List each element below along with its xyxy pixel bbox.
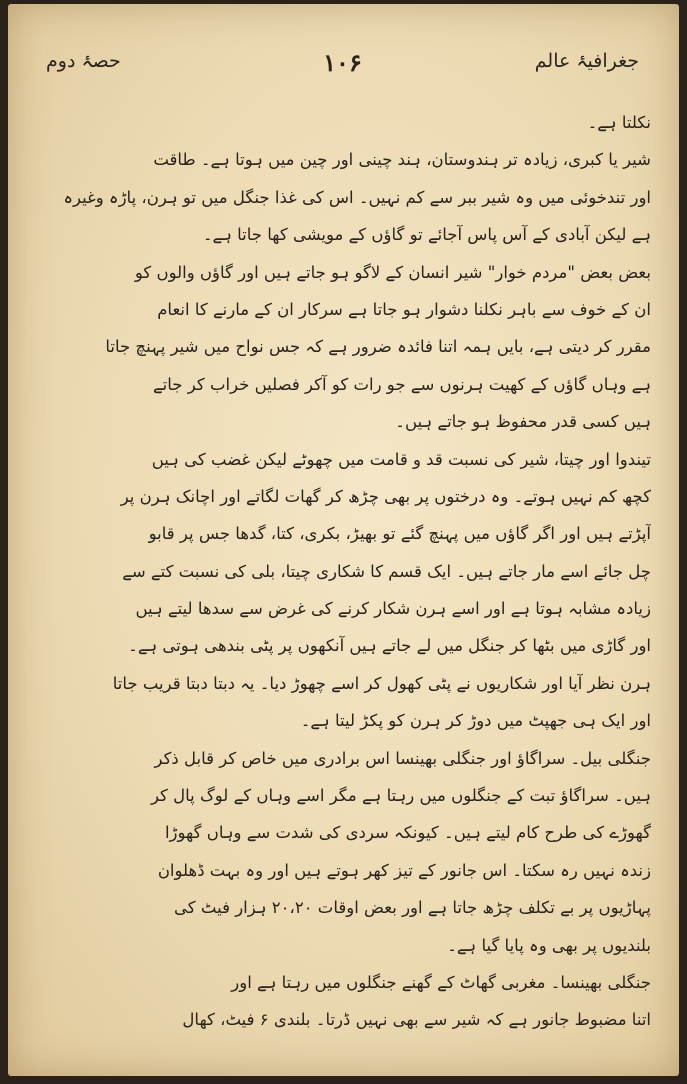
text-line: ہے وہاں گاؤں کے کھیت ہرنوں سے جو رات کو آکر فصلیں خراب کر جاتے — [153, 374, 651, 394]
text-line: مقرر کر دیتی ہے، بایں ہمہ اتنا فائدہ ضرور ہے کہ جس نواح میں شیر پہنچ جاتا — [105, 337, 651, 357]
text-line: جنگلی بیل۔ سراگاؤ اور جنگلی بھینسا اس برادری میں خاص کر قابل ذکر — [154, 748, 651, 768]
text-line: کچھ کم نہیں ہوتے۔ وہ درختوں پر بھی چڑھ کر گھات لگاتے اور اچانک ہرن پر — [120, 486, 651, 506]
text-line: گھوڑے کی طرح کام لیتے ہیں۔ کیونکہ سردی کی شدت سے وہاں گھوڑا — [164, 823, 651, 843]
text-line: ان کے خوف سے باہر نکلنا دشوار ہو جاتا ہے سرکار ان کے مارنے کا انعام — [157, 299, 651, 319]
text-line: آپڑتے ہیں اور اگر گاؤں میں پہنچ گئے تو بھیڑ، بکری، کتا، گدھا جس پر قابو — [148, 524, 651, 544]
text-line: زندہ نہیں رہ سکتا۔ اس جانور کے تیز کھر ہوتے ہیں اور وہ بہت ڈھلوان — [157, 860, 651, 880]
text-line: شیر یا کبری، زیادہ تر ہندوستان، ہند چینی اور چین میں ہوتا ہے۔ طاقت — [153, 150, 651, 170]
text-line: ہیں۔ سراگاؤ تبت کے جنگلوں میں رہتا ہے مگر اسے وہاں کے لوگ پال کر — [150, 786, 651, 806]
book-page — [8, 4, 679, 1076]
text-line: بلندیوں پر بھی وہ پایا گیا ہے۔ — [447, 935, 651, 955]
text-line: ہیں کسی قدر محفوظ ہو جاتے ہیں۔ — [395, 412, 651, 432]
page-header — [46, 48, 639, 88]
part-label: حصۂ دوم — [46, 50, 121, 72]
text-line: اور ایک ہی جھپٹ میں دوڑ کر ہرن کو پکڑ لیتا ہے۔ — [300, 711, 651, 731]
running-title: جغرافیۂ عالم — [534, 50, 639, 72]
text-line: زیادہ مشابہ ہوتا ہے اور اسے ہرن شکار کرنے کی غرض سے سدھا لیتے ہیں — [135, 599, 651, 619]
text-line: چل جائے اسے مار جاتے ہیں۔ ایک قسم کا شکاری چیتا، بلی کی نسبت کتے سے — [122, 561, 651, 581]
text-line: اور تندخوئی میں وہ شیر ببر سے کم نہیں۔ اس کی غذا جنگل میں تو ہرن، پاڑہ وغیرہ — [63, 187, 651, 207]
text-line: نکلتا ہے۔ — [587, 113, 651, 132]
page-body — [32, 104, 651, 1039]
text-line: ہے لیکن آبادی کے آس پاس آجائے تو گاؤں کے مویشی کھا جاتا ہے۔ — [202, 225, 651, 245]
text-line: اتنا مضبوط جانور ہے کہ شیر سے بھی نہیں ڈرتا۔ بلندی ۶ فیٹ، کھال — [182, 1010, 651, 1030]
page-number: ۱۰۶ — [323, 48, 362, 77]
text-line: تیندوا اور چیتا، شیر کی نسبت قد و قامت میں چھوٹے لیکن غضب کی ہیں — [151, 449, 651, 469]
text-line: جنگلی بھینسا۔ مغربی گھاٹ کے گھنے جنگلوں میں رہتا ہے اور — [231, 972, 651, 992]
text-line: ہرن نظر آیا اور شکاریوں نے پٹی کھول کر اسے چھوڑ دیا۔ یہ دبتا دبتا قریب جاتا — [112, 673, 651, 693]
text-line: پہاڑیوں پر بے تکلف چڑھ جاتا ہے اور بعض اوقات ۲۰،۲۰ ہزار فیٹ کی — [174, 898, 651, 918]
text-line: بعض بعض "مردم خوار" شیر انسان کے لاگو ہو جاتے ہیں اور گاؤں والوں کو — [134, 262, 651, 282]
text-line: اور گاڑی میں بٹھا کر جنگل میں لے جاتے ہیں آنکھوں پر پٹی بندھی ہوتی ہے۔ — [128, 636, 651, 656]
